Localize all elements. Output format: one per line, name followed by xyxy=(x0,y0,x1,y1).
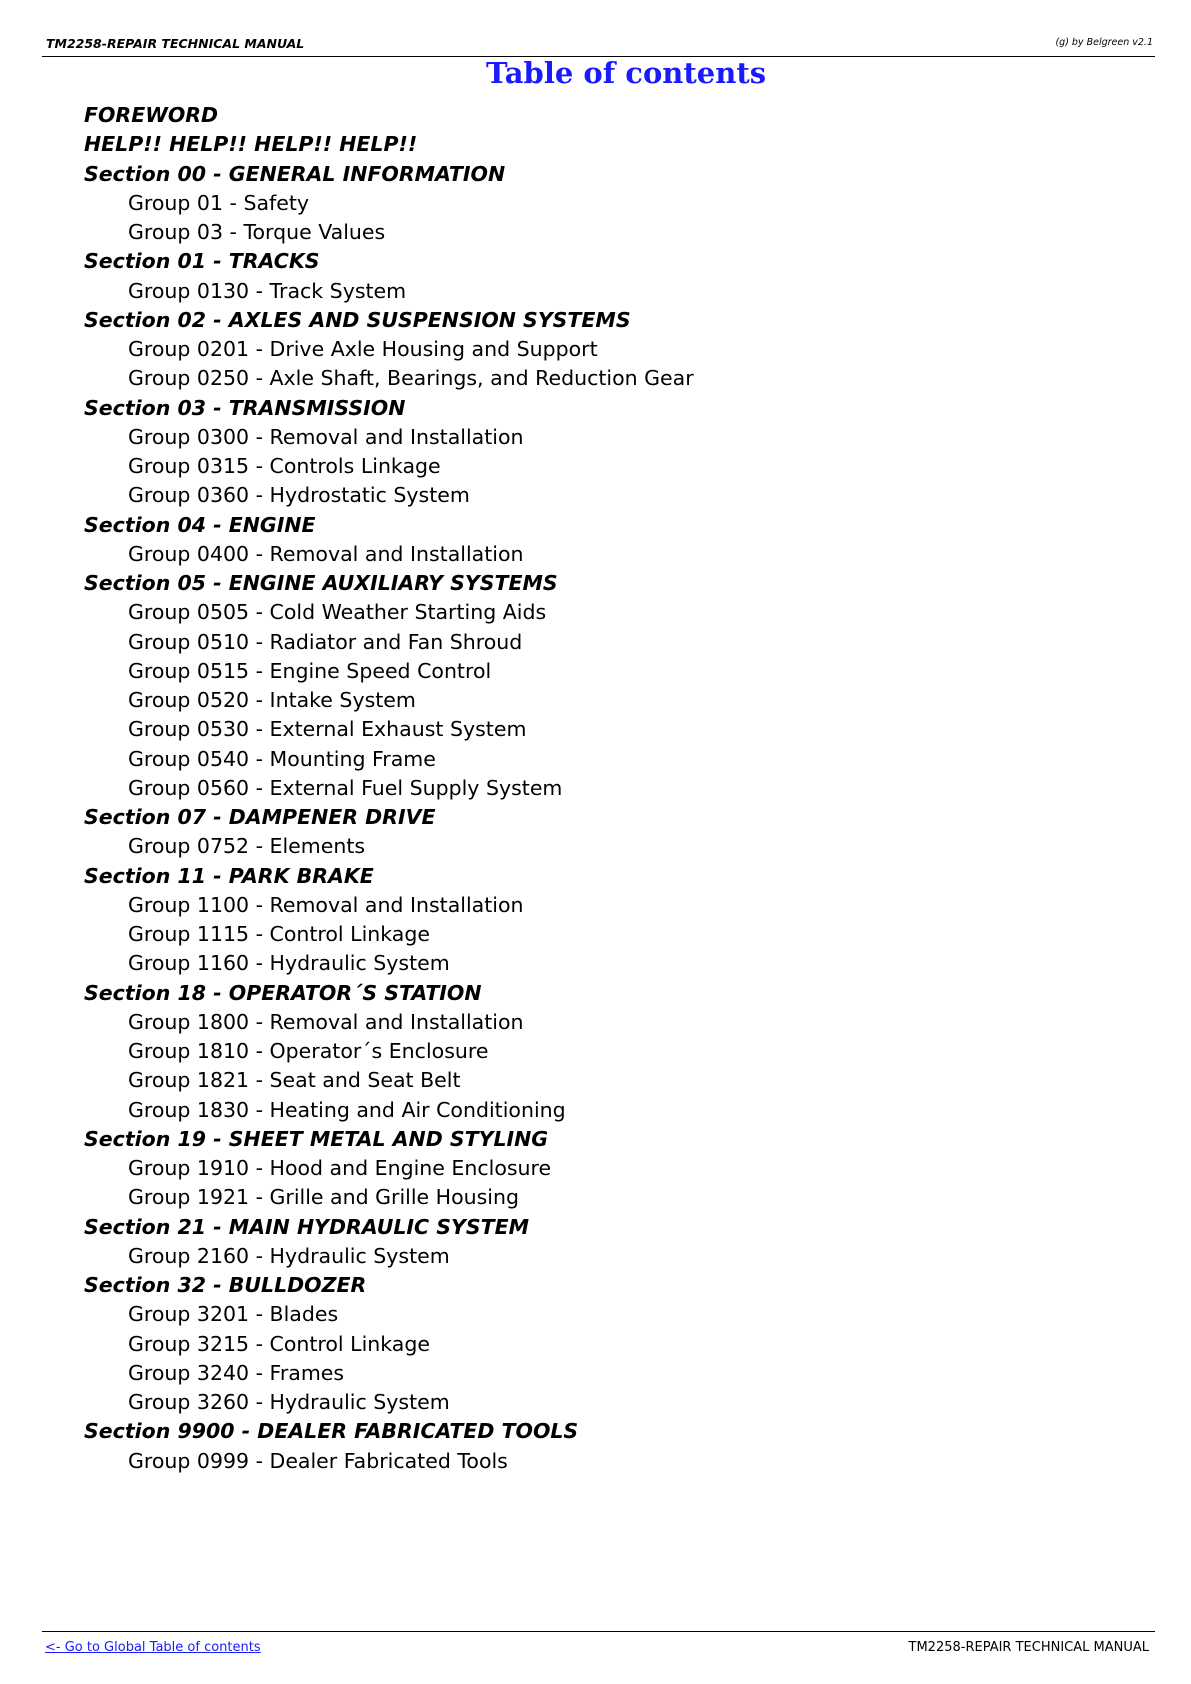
toc-section-link[interactable]: Section 9900 - DEALER FABRICATED TOOLS xyxy=(84,1419,579,1444)
toc-group-link[interactable]: Group 0999 - Dealer Fabricated Tools xyxy=(128,1448,508,1473)
toc-group-link[interactable]: Group 1921 - Grille and Grille Housing xyxy=(128,1185,520,1210)
toc-group-link[interactable]: Group 0752 - Elements xyxy=(128,834,366,859)
toc-group-link[interactable]: Group 1810 - Operator´s Enclosure xyxy=(128,1039,489,1063)
toc-group-link[interactable]: Group 0530 - External Exhaust System xyxy=(128,717,527,742)
toc-group-link[interactable]: Group 0510 - Radiator and Fan Shroud xyxy=(128,629,523,654)
toc-section-link[interactable]: Section 32 - BULLDOZER xyxy=(84,1273,367,1297)
toc-group-link[interactable]: Group 0515 - Engine Speed Control xyxy=(128,658,492,683)
toc-section-link[interactable]: HELP!! HELP!! HELP!! HELP!! xyxy=(84,132,418,157)
toc-group-link[interactable]: Group 0360 - Hydrostatic System xyxy=(128,483,470,508)
toc-group-link[interactable]: Group 0520 - Intake System xyxy=(128,688,416,712)
toc-group-link[interactable]: Group 3240 - Frames xyxy=(128,1360,345,1385)
global-toc-link[interactable]: <- Go to Global Table of contents xyxy=(45,1640,261,1655)
toc-group-link[interactable]: Group 1821 - Seat and Seat Belt xyxy=(128,1068,461,1093)
toc-group-link[interactable]: Group 0130 - Track System xyxy=(128,278,407,303)
toc-group-link[interactable]: Group 0315 - Controls Linkage xyxy=(128,454,441,478)
toc-section-link[interactable]: Section 04 - ENGINE xyxy=(84,512,316,537)
header-credit: (g) by Belgreen v2.1 xyxy=(1055,37,1153,48)
toc-group-link[interactable]: Group 1910 - Hood and Engine Enclosure xyxy=(128,1156,552,1180)
toc-section-link[interactable]: FOREWORD xyxy=(84,103,219,127)
toc-group-link[interactable]: Group 1800 - Removal and Installation xyxy=(128,1009,524,1034)
toc-group-link[interactable]: Group 1100 - Removal and Installation xyxy=(128,892,524,917)
toc-group-link[interactable]: Group 0540 - Mounting Frame xyxy=(128,746,436,771)
toc-group-link[interactable]: Group 3260 - Hydraulic System xyxy=(128,1390,450,1414)
toc-section-link[interactable]: Section 18 - OPERATOR´S STATION xyxy=(84,980,482,1005)
header-manual-title: TM2258-REPAIR TECHNICAL MANUAL xyxy=(46,36,305,51)
toc-group-link[interactable]: Group 0400 - Removal and Installation xyxy=(128,541,524,566)
footer-manual-title: TM2258-REPAIR TECHNICAL MANUAL xyxy=(908,1640,1149,1655)
toc-group-link[interactable]: Group 2160 - Hydraulic System xyxy=(128,1243,450,1268)
toc-group-link[interactable]: Group 0300 - Removal and Installation xyxy=(128,424,524,449)
table-of-contents xyxy=(84,101,694,1476)
toc-group-link[interactable]: Group 0560 - External Fuel Supply System xyxy=(128,775,563,800)
toc-section-link[interactable]: Section 03 - TRANSMISSION xyxy=(84,395,406,420)
toc-group-link[interactable]: Group 03 - Torque Values xyxy=(128,220,386,244)
toc-group-link[interactable]: Group 0250 - Axle Shaft, Bearings, and Reduction Gear xyxy=(128,366,694,391)
toc-group-link[interactable]: Group 01 - Safety xyxy=(128,190,310,215)
toc-section-link[interactable]: Section 01 - TRACKS xyxy=(84,249,320,274)
toc-group-link[interactable]: Group 1830 - Heating and Air Conditioning xyxy=(128,1097,566,1122)
toc-section-link[interactable]: Section 19 - SHEET METAL AND STYLING xyxy=(84,1126,549,1151)
toc-section-link[interactable]: Section 00 - GENERAL INFORMATION xyxy=(84,161,506,186)
toc-section-link[interactable]: Section 11 - PARK BRAKE xyxy=(84,863,374,888)
toc-section-link[interactable]: Section 21 - MAIN HYDRAULIC SYSTEM xyxy=(84,1214,529,1239)
toc-group-link[interactable]: Group 3215 - Control Linkage xyxy=(128,1331,430,1356)
toc-section-link[interactable]: Section 05 - ENGINE AUXILIARY SYSTEMS xyxy=(84,571,558,595)
page-title: Table of contents xyxy=(485,56,767,90)
toc-group-link[interactable]: Group 1160 - Hydraulic System xyxy=(128,951,450,976)
toc-group-link[interactable]: Group 3201 - Blades xyxy=(128,1302,339,1327)
toc-group-link[interactable]: Group 0505 - Cold Weather Starting Aids xyxy=(128,600,547,625)
toc-group-link[interactable]: Group 0201 - Drive Axle Housing and Support xyxy=(128,337,598,361)
footer-divider xyxy=(42,1631,1155,1632)
toc-section-link[interactable]: Section 02 - AXLES AND SUSPENSION SYSTEMS xyxy=(84,307,631,332)
toc-section-link[interactable]: Section 07 - DAMPENER DRIVE xyxy=(84,805,436,829)
toc-group-link[interactable]: Group 1115 - Control Linkage xyxy=(128,922,430,946)
